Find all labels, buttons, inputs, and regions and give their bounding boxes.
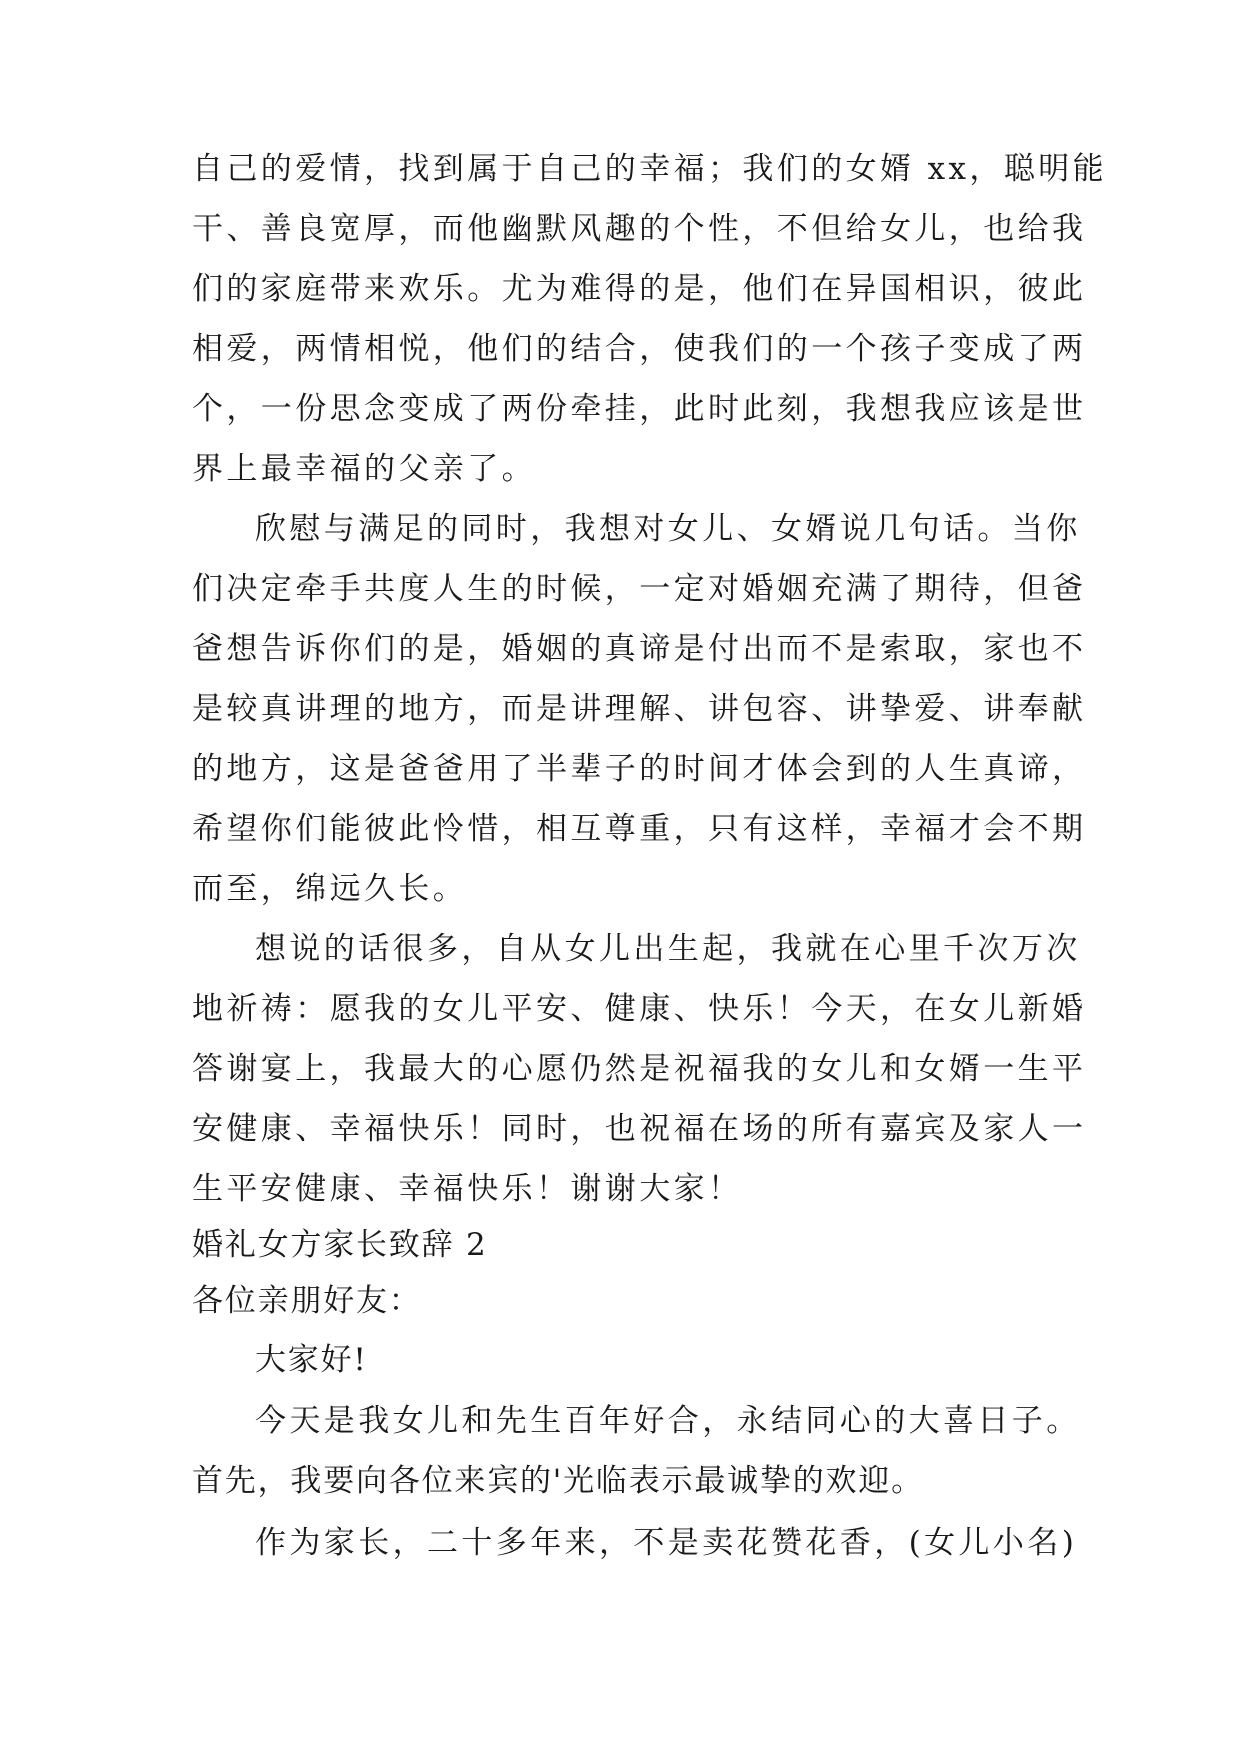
greeting: 大家好!	[255, 1342, 368, 1378]
text-line: 自己的爱情，找到属于自己的幸福；我们的女婿 xx，聪明能	[192, 151, 1108, 187]
text-line: 是较真讲理的地方，而是讲理解、讲包容、讲挚爱、讲奉献	[192, 691, 1087, 727]
text-line: 而至，绵远久长。	[192, 871, 468, 907]
text-line: 首先，我要向各位来宾的'光临表示最诚挚的欢迎。	[192, 1463, 924, 1499]
salutation: 各位亲朋好友：	[192, 1283, 422, 1319]
text-line: 个，一份思念变成了两份牵挂，此时此刻，我想我应该是世	[192, 391, 1087, 427]
text-line: 干、善良宽厚，而他幽默风趣的个性，不但给女儿，也给我	[192, 211, 1087, 247]
text-line: 地祈祷：愿我的女儿平安、健康、快乐！今天，在女儿新婚	[192, 991, 1087, 1027]
text-line: 们决定牵手共度人生的时候，一定对婚姻充满了期待，但爸	[192, 571, 1087, 607]
text-line: 希望你们能彼此怜惜，相互尊重，只有这样，幸福才会不期	[192, 811, 1087, 847]
text-line: 爸想告诉你们的是，婚姻的真谛是付出而不是索取，家也不	[192, 631, 1087, 667]
text-line: 答谢宴上，我最大的心愿仍然是祝福我的女儿和女婿一生平	[192, 1051, 1087, 1087]
text-line: 生平安健康、幸福快乐！谢谢大家！	[192, 1171, 743, 1207]
text-line: 相爱，两情相悦，他们的结合，使我们的一个孩子变成了两	[192, 331, 1087, 367]
section-title: 婚礼女方家长致辞 2	[192, 1227, 488, 1263]
paragraph-first-line: 今天是我女儿和先生百年好合，永结同心的大喜日子。	[255, 1403, 1081, 1439]
paragraph-first-line: 作为家长，二十多年来，不是卖花赞花香，(女儿小名)	[255, 1525, 1078, 1561]
text-line: 们的家庭带来欢乐。尤为难得的是，他们在异国相识，彼此	[192, 271, 1087, 307]
paragraph-first-line: 欣慰与满足的同时，我想对女儿、女婿说几句话。当你	[255, 511, 1081, 547]
paragraph-first-line: 想说的话很多，自从女儿出生起，我就在心里千次万次	[255, 931, 1081, 967]
text-line: 安健康、幸福快乐！同时，也祝福在场的所有嘉宾及家人一	[192, 1111, 1087, 1147]
text-line: 的地方，这是爸爸用了半辈子的时间才体会到的人生真谛，	[192, 751, 1087, 787]
text-line: 界上最幸福的父亲了。	[192, 451, 536, 487]
